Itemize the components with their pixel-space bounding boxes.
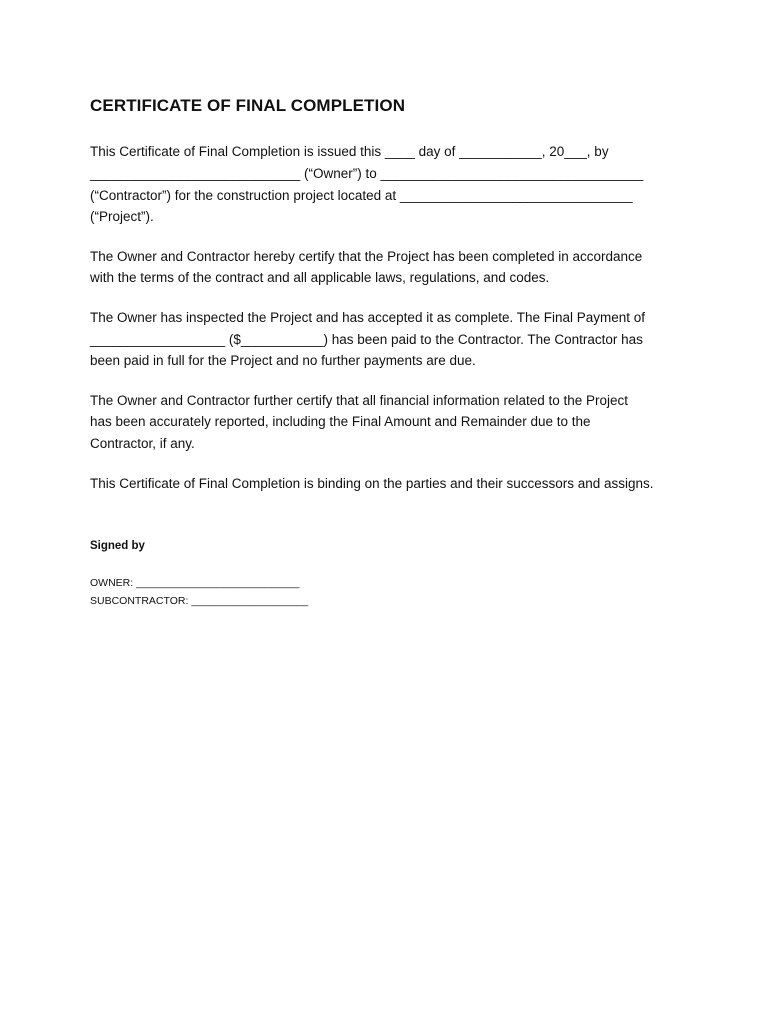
paragraph-binding: This Certificate of Final Completion is binding on the parties and their successors and assigns.	[90, 475, 654, 491]
paragraph-issuance: This Certificate of Final Completion is issued this ____ day of ___________, 20___, by ____________________________ (“Owner”) to ___________________________________ (“Contractor”) for the construction project located at _______________________________ (“Project”).	[90, 144, 644, 225]
paragraph-final-payment: The Owner has inspected the Project and has accepted it as complete. The Final Payment of __________________ ($___________) has been paid to the Contractor. The Contractor has been paid in full for the Project and no further payments are due.	[90, 309, 646, 369]
document-title: CERTIFICATE OF FINAL COMPLETION	[90, 96, 406, 115]
paragraph-certification: The Owner and Contractor hereby certify that the Project has been completed in accordance with the terms of the contract and all applicable laws, regulations, and codes.	[90, 248, 643, 286]
signed-by-heading: Signed by	[90, 540, 145, 553]
document-body	[90, 95, 662, 610]
owner-signature-line: OWNER: ____________________________	[90, 577, 300, 590]
signature-block	[90, 538, 662, 610]
subcontractor-signature-line: SUBCONTRACTOR: ____________________	[90, 595, 309, 608]
paragraph-financial-info: The Owner and Contractor further certify that all financial information related to the Project has been accurately reported, including the Final Amount and Remainder due to the Contractor, if any.	[90, 392, 629, 452]
